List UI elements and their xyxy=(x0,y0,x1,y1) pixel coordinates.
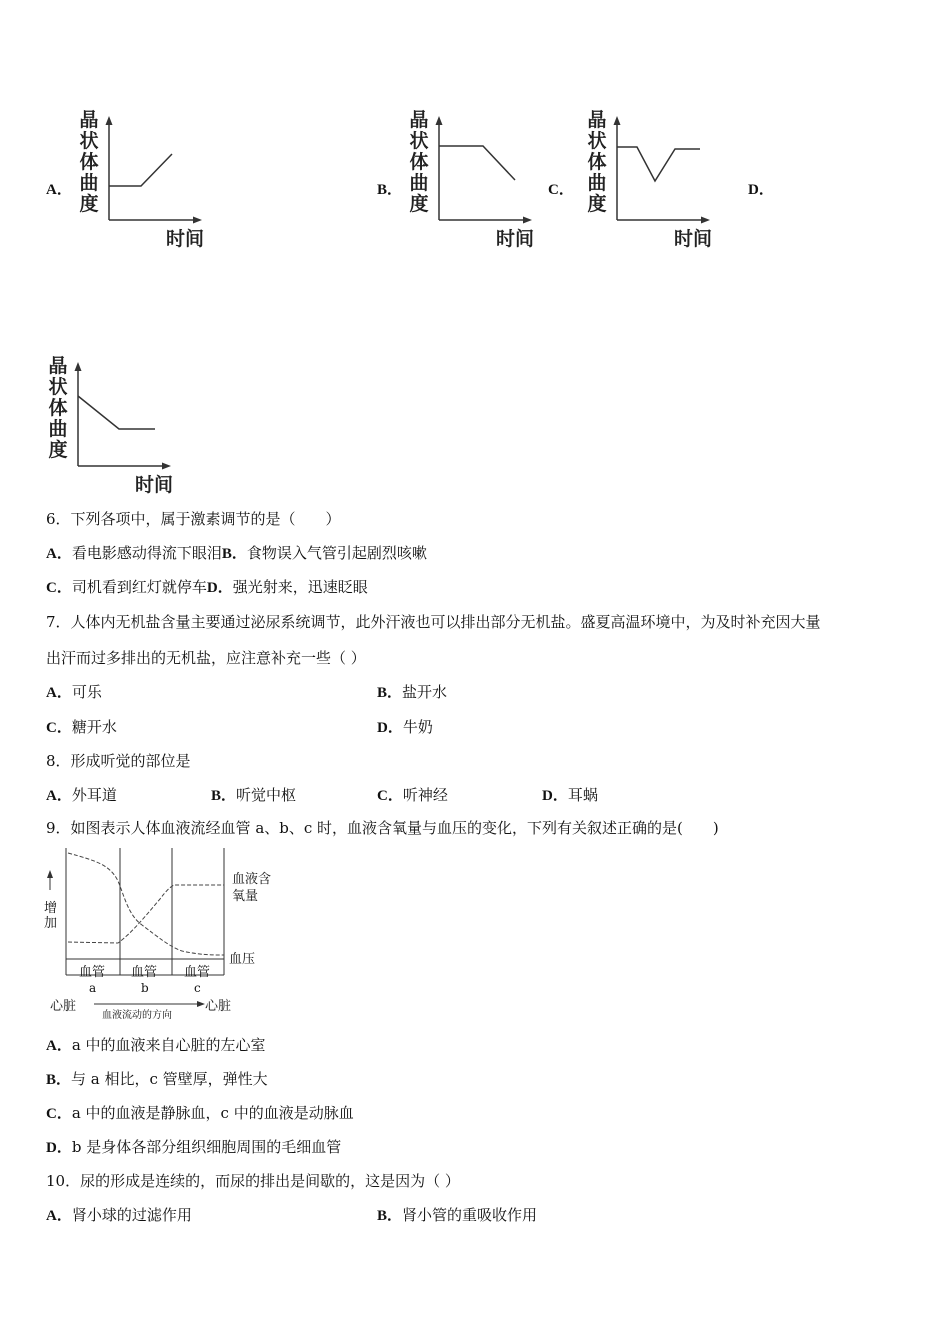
q6-options-cd xyxy=(46,577,368,598)
q5-option-c-letter: C． xyxy=(548,182,574,198)
q9-pressure-label: 血压 xyxy=(229,952,256,967)
q9-figure xyxy=(42,845,292,1020)
q5-graph-a-xlabel: 时间 xyxy=(166,228,205,250)
q5-option-d-letter: D． xyxy=(748,182,774,198)
q7-option-c-row xyxy=(46,717,117,738)
q6-letter-b: B． xyxy=(221,546,247,562)
q5-graph-b-curve xyxy=(439,146,515,180)
q9-option-b: 与 a 相比，c 管壁厚，弹性大 xyxy=(71,1070,268,1088)
q5-graph-c xyxy=(586,110,726,250)
q5-graph-d-ylabel: 晶 状 体 曲 度 xyxy=(48,355,68,461)
q8-option-b-row xyxy=(211,785,296,806)
q8-option-a: 外耳道 xyxy=(71,786,117,804)
q5-graph-b-xlabel: 时间 xyxy=(496,228,535,250)
q8-option-c: 听神经 xyxy=(402,786,448,804)
q5-option-b-letter: B． xyxy=(377,182,403,198)
q9-option-d: b 是身体各部分组织细胞周围的毛细血管 xyxy=(71,1138,342,1156)
q7-option-d: 牛奶 xyxy=(402,718,433,736)
q9-vessel-b-label: 血管 xyxy=(131,965,158,980)
q10-letter-b: B． xyxy=(377,1208,403,1224)
q7-option-d-row xyxy=(377,717,433,738)
q6-letter-d: D． xyxy=(206,580,233,596)
q6-letter-a: A． xyxy=(46,546,72,562)
q6-options-ab xyxy=(46,543,427,564)
q5-graph-b xyxy=(408,110,548,250)
q8-option-a-row xyxy=(46,785,117,806)
q5-option-a-letter: A． xyxy=(46,182,72,198)
q8-letter-a: A． xyxy=(46,788,72,804)
q9-oxygen-curve xyxy=(68,885,224,943)
q9-letter-c: C． xyxy=(46,1106,72,1122)
q6-option-b: 食物误入气管引起剧烈咳嗽 xyxy=(246,544,427,562)
q5-graph-c-xlabel: 时间 xyxy=(674,228,713,250)
q7-letter-a: A． xyxy=(46,685,72,701)
q10-option-a: 肾小球的过滤作用 xyxy=(71,1206,192,1224)
q7-option-b: 盐开水 xyxy=(402,683,448,701)
q8-option-d-row xyxy=(542,785,598,806)
q6-option-c: 司机看到红灯就停车 xyxy=(71,578,207,596)
q5-graph-a-curve xyxy=(109,154,172,186)
q5-graph-a xyxy=(78,110,218,250)
q7-option-a-row xyxy=(46,682,102,703)
q5-graph-c-curve xyxy=(617,147,700,181)
q10-letter-a: A． xyxy=(46,1208,72,1224)
q9-pressure-curve xyxy=(68,853,224,955)
q9-letter-b-label: b xyxy=(141,981,149,995)
q5-graph-c-ylabel: 晶 状 体 曲 度 xyxy=(587,109,607,215)
q9-letter-c-label: c xyxy=(194,981,201,995)
q9-option-b-row xyxy=(46,1069,268,1090)
q9-letter-a-label: a xyxy=(89,981,97,995)
q5-graph-d xyxy=(47,356,187,496)
q7-option-b-row xyxy=(377,682,447,703)
q7-option-c: 糖开水 xyxy=(71,718,117,736)
q5-graph-d-curve xyxy=(78,396,155,429)
q8-letter-b: B． xyxy=(211,788,237,804)
q9-heart-right-label: 心脏 xyxy=(205,999,232,1014)
q9-option-d-row xyxy=(46,1137,341,1158)
q5-graph-d-xlabel: 时间 xyxy=(135,474,174,496)
q7-letter-c: C． xyxy=(46,720,72,736)
q10-option-b-row xyxy=(377,1205,537,1226)
q7-option-a: 可乐 xyxy=(71,683,102,701)
q8-letter-c: C． xyxy=(377,788,403,804)
q7-stem-line1: 7．人体内无机盐含量主要通过泌尿系统调节，此外汗液也可以排出部分无机盐。盛夏高温环境中，为及时补充因大量 xyxy=(46,613,821,631)
q9-vessel-a-label: 血管 xyxy=(79,965,106,980)
q6-stem: 6．下列各项中，属于激素调节的是（ ） xyxy=(46,510,341,528)
q9-increase-label: 增 加 xyxy=(44,901,58,931)
q8-option-d: 耳蜗 xyxy=(567,786,598,804)
q9-option-c: a 中的血液是静脉血，c 中的血液是动脉血 xyxy=(71,1104,354,1122)
q9-oxygen-label: 血液含 氧量 xyxy=(232,872,272,904)
q7-stem-line2: 出汗而过多排出的无机盐，应注意补充一些（ ） xyxy=(46,649,366,667)
q10-stem: 10．尿的形成是连续的，而尿的排出是间歇的，这是因为（ ） xyxy=(46,1172,460,1190)
q8-option-c-row xyxy=(377,785,448,806)
q9-option-a-row xyxy=(46,1035,266,1056)
q6-option-a: 看电影感动得流下眼泪 xyxy=(71,544,222,562)
q9-flow-direction-label: 血液流动的方向 xyxy=(102,1010,172,1021)
q5-graph-a-ylabel: 晶 状 体 曲 度 xyxy=(79,109,99,215)
q10-option-b: 肾小管的重吸收作用 xyxy=(402,1206,538,1224)
q7-letter-d: D． xyxy=(377,720,403,736)
q9-option-a: a 中的血液来自心脏的左心室 xyxy=(71,1036,266,1054)
q9-vessel-c-label: 血管 xyxy=(184,965,211,980)
q7-letter-b: B． xyxy=(377,685,403,701)
q9-letter-a: A． xyxy=(46,1038,72,1054)
q8-option-b: 听觉中枢 xyxy=(236,786,297,804)
q9-heart-left-label: 心脏 xyxy=(50,999,77,1014)
q10-option-a-row xyxy=(46,1205,192,1226)
q6-option-d: 强光射来，迅速眨眼 xyxy=(232,578,368,596)
q9-stem: 9．如图表示人体血液流经血管 a、b、c 时，血液含氧量与血压的变化，下列有关叙述正确的是( ) xyxy=(46,819,719,837)
q5-graph-b-ylabel: 晶 状 体 曲 度 xyxy=(409,109,429,215)
q8-stem: 8．形成听觉的部位是 xyxy=(46,752,191,770)
q6-letter-c: C． xyxy=(46,580,72,596)
q9-letter-d: D． xyxy=(46,1140,72,1156)
q8-letter-d: D． xyxy=(542,788,568,804)
q9-letter-b: B． xyxy=(46,1072,72,1088)
q9-option-c-row xyxy=(46,1103,354,1124)
